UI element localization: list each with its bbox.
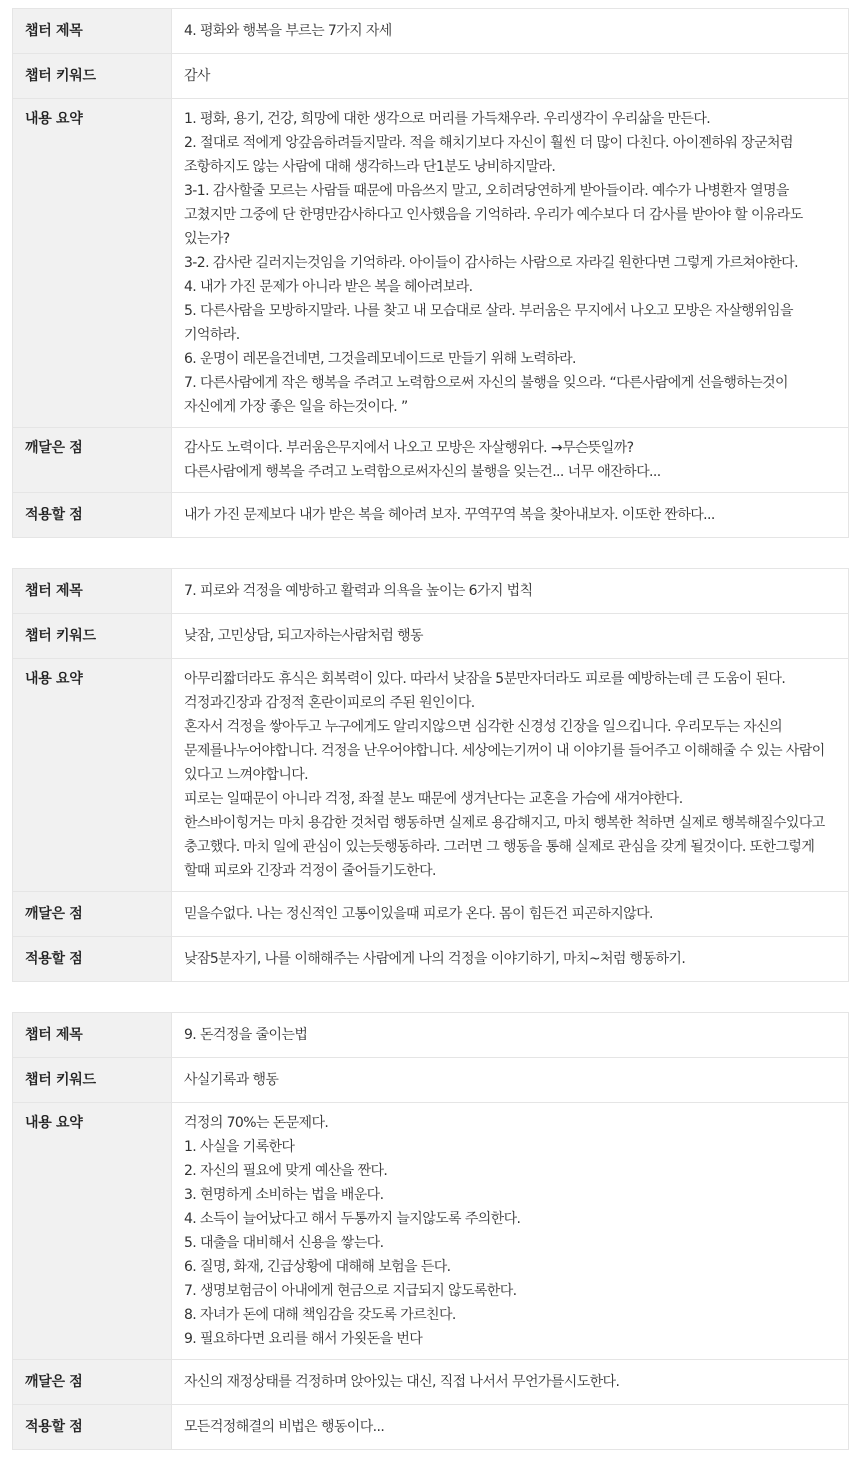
keyword-label: 챕터 키워드 bbox=[13, 1058, 172, 1103]
chapter-apply: 모든걱정해결의 비법은 행동이다... bbox=[172, 1405, 849, 1450]
summary-label: 내용 요약 bbox=[13, 99, 172, 428]
title-row bbox=[13, 1013, 849, 1058]
apply-row bbox=[13, 937, 849, 982]
summary-row bbox=[13, 1103, 849, 1360]
chapter-keyword: 낮잠, 고민상담, 되고자하는사람처럼 행동 bbox=[172, 614, 849, 659]
apply-label: 적용할 점 bbox=[13, 937, 172, 982]
insight-label: 깨달은 점 bbox=[13, 1360, 172, 1405]
chapter-insight: 자신의 재정상태를 걱정하며 앉아있는 대신, 직접 나서서 무언가를시도한다. bbox=[172, 1360, 849, 1405]
title-label: 챕터 제목 bbox=[13, 569, 172, 614]
insight-row bbox=[13, 892, 849, 937]
summary-label: 내용 요약 bbox=[13, 1103, 172, 1360]
chapter-insight: 믿을수없다. 나는 정신적인 고통이있을때 피로가 온다. 몸이 힘든건 피곤하지않다. bbox=[172, 892, 849, 937]
apply-label: 적용할 점 bbox=[13, 1405, 172, 1450]
chapter-summary: 아무리짧더라도 휴식은 회복력이 있다. 따라서 낮잠을 5분만자더라도 피로를 예방하는데 큰 도움이 된다. 걱정과긴장과 감정적 혼란이피로의 주된 원인이다. 혼자서 걱정을 쌓아두고 누구에게도 알리지않으면 심각한 신경성 긴장을 일으킵니다. 우리모두는 자신의 문제를나누어야합니다. 걱정을 난우어야합니다. 세상에는기꺼이 내 이야기를 들어주고 이해해줄 수 있는 사람이 있다고 느껴야합니다. 피로는 일때문이 아니라 걱정, 좌절 분노 때문에 생겨난다는 교혼을 가슴에 새겨야한다. 한스바이힝거는 마치 용감한 것처럼 행동하면 실제로 용감해지고, 마치 행복한 척하면 실제로 행복해질수있다고 충고했다. 마치 일에 관심이 있는듯행동하라. 그러면 그 행동을 통해 실제로 관심을 갖게 될것이다. 또한그렇게 할때 피로와 긴장과 걱정이 줄어들기도한다. bbox=[172, 659, 849, 892]
chapter-table bbox=[12, 8, 849, 538]
chapter-apply: 낮잠5분자기, 나를 이해해주는 사람에게 나의 걱정을 이야기하기, 마치~처럼 행동하기. bbox=[172, 937, 849, 982]
title-row bbox=[13, 569, 849, 614]
chapter-keyword: 사실기록과 행동 bbox=[172, 1058, 849, 1103]
chapter-keyword: 감사 bbox=[172, 54, 849, 99]
summary-label: 내용 요약 bbox=[13, 659, 172, 892]
insight-row bbox=[13, 1360, 849, 1405]
keyword-label: 챕터 키워드 bbox=[13, 54, 172, 99]
apply-row bbox=[13, 1405, 849, 1450]
insight-label: 깨달은 점 bbox=[13, 892, 172, 937]
chapter-summary: 1. 평화, 용기, 건강, 희망에 대한 생각으로 머리를 가득채우라. 우리생각이 우리삶을 만든다. 2. 절대로 적에게 앙갚음하려들지말라. 적을 해치기보다 자신이 훨씬 더 많이 다친다. 아이젠하워 장군처럼 조항하지도 않는 사람에 대해 생각하느라 단1분도 낭비하지말라. 3-1. 감사할줄 모르는 사람들 때문에 마음쓰지 말고, 오히려당연하게 받아들이라. 예수가 나병환자 열명을 고쳤지만 그중에 단 한명만감사하다고 인사했음을 기억하라. 우리가 예수보다 더 감사를 받아야 할 이유라도 있는가? 3-2. 감사란 길러지는것임을 기억하라. 아이들이 감사하는 사람으로 자라길 원한다면 그렇게 가르쳐야한다. 4. 내가 가진 문제가 아니라 받은 복을 헤아려보라. 5. 다른사람을 모방하지말라. 나를 찾고 내 모습대로 살라. 부러움은 무지에서 나오고 모방은 자살행위임을 기억하라. 6. 운명이 레몬을건네면, 그것을레모네이드로 만들기 위해 노력하라. 7. 다른사람에게 작은 행복을 주려고 노력함으로써 자신의 불행을 잊으라. “다른사람에게 선을행하는것이 자신에게 가장 좋은 일을 하는것이다. ” bbox=[172, 99, 849, 428]
title-label: 챕터 제목 bbox=[13, 1013, 172, 1058]
keyword-row bbox=[13, 614, 849, 659]
apply-row bbox=[13, 493, 849, 538]
chapter-apply: 내가 가진 문제보다 내가 받은 복을 헤아려 보자. 꾸역꾸역 복을 찾아내보자. 이또한 짠하다... bbox=[172, 493, 849, 538]
keyword-label: 챕터 키워드 bbox=[13, 614, 172, 659]
apply-label: 적용할 점 bbox=[13, 493, 172, 538]
keyword-row bbox=[13, 54, 849, 99]
summary-row bbox=[13, 99, 849, 428]
title-row bbox=[13, 9, 849, 54]
insight-row bbox=[13, 428, 849, 493]
chapter-insight: 감사도 노력이다. 부러움은무지에서 나오고 모방은 자살행위다. →무슨뜻일까? 다른사람에게 행복을 주려고 노력함으로써자신의 불행을 잊는건... 너무 애잔하다... bbox=[172, 428, 849, 493]
chapter-table bbox=[12, 1012, 849, 1450]
insight-label: 깨달은 점 bbox=[13, 428, 172, 493]
chapter-title: 4. 평화와 행복을 부르는 7가지 자세 bbox=[172, 9, 849, 54]
chapter-summary: 걱정의 70%는 돈문제다. 1. 사실을 기록한다 2. 자신의 필요에 맞게 예산을 짠다. 3. 현명하게 소비하는 법을 배운다. 4. 소득이 늘어났다고 해서 두통까지 늘지않도록 주의한다. 5. 대출을 대비해서 신용을 쌓는다. 6. 질명, 화재, 긴급상황에 대해해 보험을 든다. 7. 생명보험금이 아내에게 현금으로 지급되지 않도록한다. 8. 자녀가 돈에 대해 책임감을 갖도록 가르친다. 9. 필요하다면 요리를 해서 가욋돈을 번다 bbox=[172, 1103, 849, 1360]
chapter-title: 7. 피로와 걱정을 예방하고 활력과 의욕을 높이는 6가지 법칙 bbox=[172, 569, 849, 614]
chapter-title: 9. 돈걱정을 줄이는법 bbox=[172, 1013, 849, 1058]
keyword-row bbox=[13, 1058, 849, 1103]
summary-row bbox=[13, 659, 849, 892]
chapter-table bbox=[12, 568, 849, 982]
title-label: 챕터 제목 bbox=[13, 9, 172, 54]
